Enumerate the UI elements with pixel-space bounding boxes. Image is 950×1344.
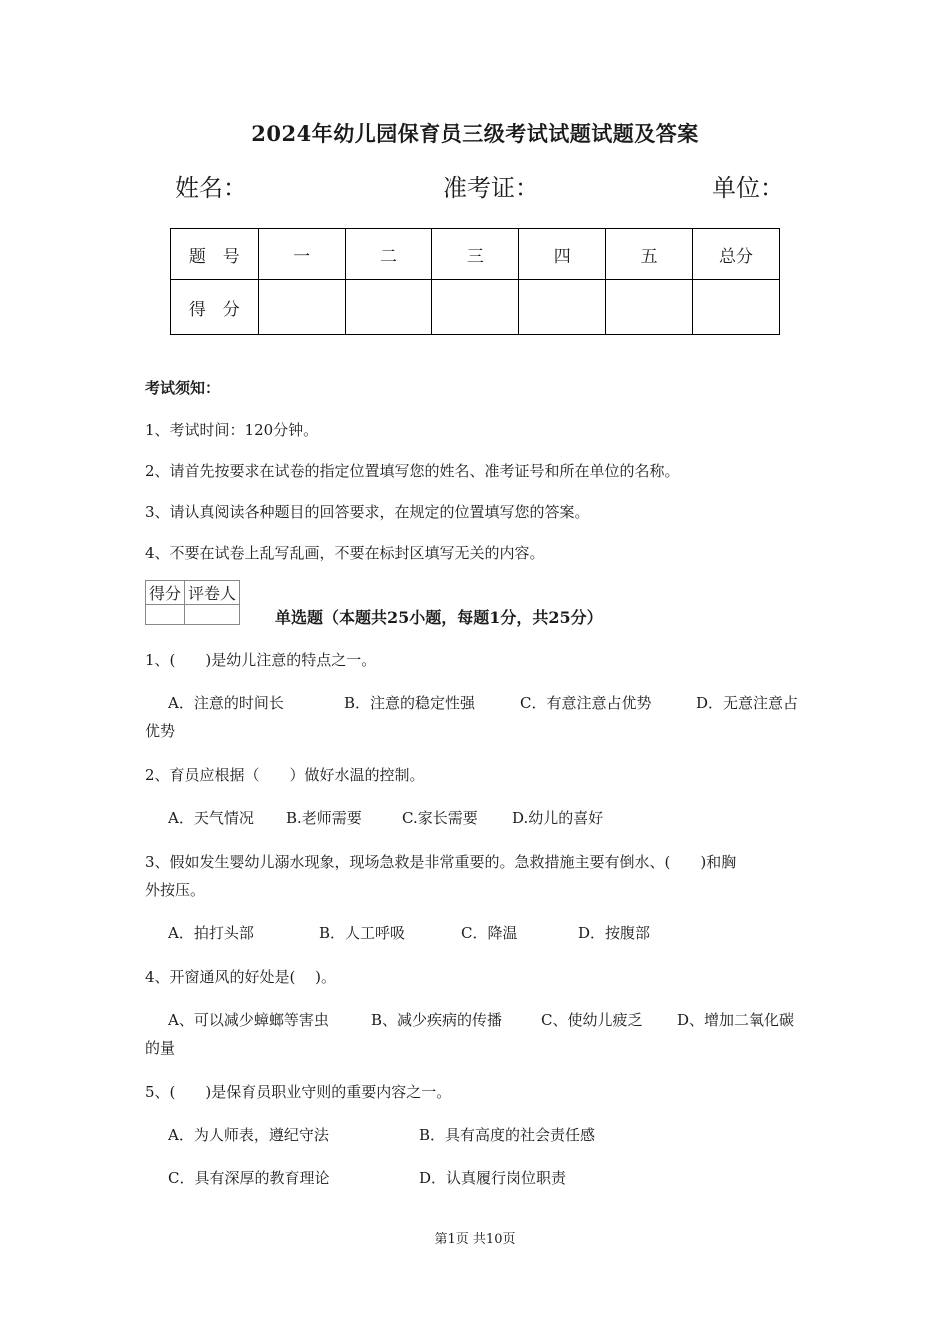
score-input-cell[interactable] — [345, 280, 432, 335]
score-table-cell: 总分 — [693, 229, 780, 280]
document-title: 2024年幼儿园保育员三级考试试题试题及答案 — [251, 121, 699, 146]
question-option[interactable]: C.家长需要 — [402, 809, 478, 827]
score-table-cell: 一 — [258, 229, 345, 280]
question-option[interactable]: D.幼儿的喜好 — [512, 809, 604, 827]
question-option[interactable]: B．具有高度的社会责任感 — [419, 1126, 596, 1144]
question-option[interactable]: D．按腹部 — [578, 924, 651, 942]
notice-title: 考试须知： — [145, 379, 221, 397]
question-stem-wrap: 外按压。 — [145, 881, 206, 899]
question-stem: 3、假如发生婴幼儿溺水现象，现场急救是非常重要的。急救措施主要有倒水、( )和胸 — [145, 853, 737, 871]
notice-item: 1、考试时间：120分钟。 — [145, 421, 319, 439]
question-option[interactable]: A．注意的时间长 — [168, 694, 284, 712]
grader-score-label: 得分 — [146, 581, 185, 605]
name-label: 姓名： — [175, 174, 247, 202]
question-option-wrap: 的量 — [145, 1039, 176, 1057]
question-option[interactable]: C．降温 — [461, 924, 518, 942]
question-stem: 2、育员应根据（ ）做好水温的控制。 — [145, 766, 425, 784]
score-input-cell[interactable] — [258, 280, 345, 335]
question-option[interactable]: C、使幼儿疲乏 — [541, 1011, 643, 1029]
section-title: 单选题（本题共25小题，每题1分，共25分） — [275, 608, 603, 627]
score-input-cell[interactable] — [432, 280, 519, 335]
score-table-cell: 二 — [345, 229, 432, 280]
question-option[interactable]: A．拍打头部 — [168, 924, 254, 942]
question-option[interactable]: C．有意注意占优势 — [520, 694, 652, 712]
score-table-cell: 题 号 — [171, 229, 259, 280]
question-option-wrap: 优势 — [145, 722, 176, 740]
exam-id-label: 准考证： — [443, 174, 539, 202]
grader-score-cell[interactable] — [146, 605, 185, 625]
notice-item: 4、不要在试卷上乱写乱画，不要在标封区填写无关的内容。 — [145, 544, 545, 562]
question-option[interactable]: C．具有深厚的教育理论 — [168, 1169, 330, 1187]
score-table-score-row — [171, 280, 780, 335]
question-option[interactable]: B．注意的稳定性强 — [344, 694, 476, 712]
unit-label: 单位： — [712, 174, 784, 202]
page-footer: 第1页 共10页 — [434, 1232, 516, 1247]
grader-box — [145, 580, 240, 625]
question-option[interactable]: A．天气情况 — [168, 809, 254, 827]
score-input-cell[interactable] — [693, 280, 780, 335]
question-option[interactable]: B．人工呼吸 — [319, 924, 406, 942]
notice-item: 3、请认真阅读各种题目的回答要求，在规定的位置填写您的答案。 — [145, 503, 590, 521]
question-option[interactable]: B、减少疾病的传播 — [371, 1011, 503, 1029]
question-option[interactable]: D、增加二氧化碳 — [677, 1011, 795, 1029]
question-stem: 1、( )是幼儿注意的特点之一。 — [145, 651, 377, 669]
score-input-cell[interactable] — [519, 280, 606, 335]
question-option[interactable]: D．认真履行岗位职责 — [419, 1169, 567, 1187]
question-option[interactable]: A、可以减少蟑螂等害虫 — [168, 1011, 329, 1029]
score-table-header-row — [171, 229, 780, 280]
score-table-cell: 四 — [519, 229, 606, 280]
question-option[interactable]: D．无意注意占 — [696, 694, 799, 712]
score-table-cell: 得 分 — [171, 280, 259, 335]
grader-reviewer-cell[interactable] — [185, 605, 240, 625]
grader-reviewer-label: 评卷人 — [185, 581, 240, 605]
question-stem: 5、( )是保育员职业守则的重要内容之一。 — [145, 1083, 452, 1101]
question-option[interactable]: B.老师需要 — [286, 809, 362, 827]
score-table-cell: 五 — [606, 229, 693, 280]
score-input-cell[interactable] — [606, 280, 693, 335]
question-option[interactable]: A．为人师表，遵纪守法 — [168, 1126, 329, 1144]
score-table-cell: 三 — [432, 229, 519, 280]
score-table — [170, 228, 780, 335]
notice-item: 2、请首先按要求在试卷的指定位置填写您的姓名、准考证号和所在单位的名称。 — [145, 462, 680, 480]
question-stem: 4、开窗通风的好处是( )。 — [145, 968, 337, 986]
